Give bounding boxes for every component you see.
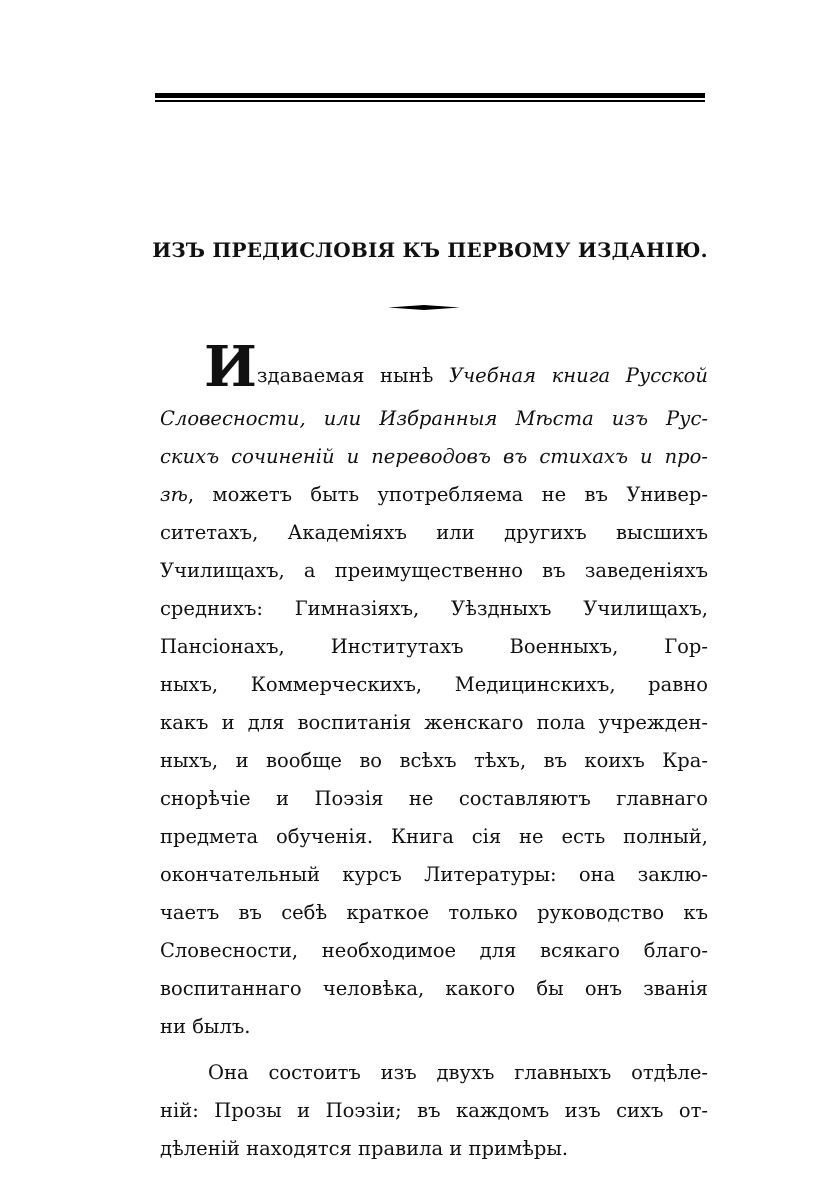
text-line [160, 514, 708, 552]
text-segment: среднихъ: Гимназіяхъ, Уѣздныхъ Училищахъ, [160, 597, 708, 620]
text-line [160, 894, 708, 932]
text-line [160, 590, 708, 628]
text-segment: предмета обученія. Книга сія не есть полный, [160, 825, 708, 848]
text-segment: Пансіонахъ, Институтахъ Военныхъ, Гор- [160, 635, 708, 658]
text-line [160, 970, 708, 1008]
text-line [160, 1008, 708, 1046]
text-segment: Она состоитъ изъ двухъ главныхъ отдѣле- [208, 1061, 708, 1084]
paragraph-1 [160, 334, 708, 1046]
header-double-rule [155, 93, 705, 103]
title-ornament-rule [388, 305, 460, 310]
italic-text-segment: Словесности, или Избранныя Мѣста изъ Рус- [160, 407, 708, 430]
body-text [160, 334, 708, 1168]
italic-text-segment: скихъ сочиненій и переводовъ въ стихахъ и про- [160, 445, 708, 468]
text-segment: снорѣчіе и Поэзія не составляютъ главнаго [160, 787, 708, 810]
section-title: ИЗЪ ПРЕДИСЛОВІЯ КЪ ПЕРВОМУ ИЗДАНІЮ. [152, 238, 708, 262]
header-rule-thick [155, 93, 705, 98]
text-segment: чаетъ въ себѣ краткое только руководство къ [160, 901, 708, 924]
drop-cap: И [204, 334, 257, 400]
text-line [160, 628, 708, 666]
text-line [160, 334, 708, 400]
text-line [160, 1092, 708, 1130]
text-line [160, 1130, 708, 1168]
text-segment: воспитаннаго человѣка, какого бы онъ званія [160, 977, 708, 1000]
text-segment: ній: Прозы и Поэзіи; въ каждомъ изъ сихъ от- [160, 1099, 708, 1122]
text-line [160, 742, 708, 780]
text-line [160, 818, 708, 856]
text-line [160, 780, 708, 818]
italic-text-segment: зѣ [160, 483, 188, 506]
text-line [160, 1054, 708, 1092]
text-segment: дѣленій находятся правила и примѣры. [160, 1137, 569, 1160]
text-segment: ныхъ, Коммерческихъ, Медицинскихъ, равно [160, 673, 708, 696]
text-segment: ситетахъ, Академіяхъ или другихъ высшихъ [160, 521, 708, 544]
text-line [160, 552, 708, 590]
header-rule-thin [155, 100, 705, 102]
text-segment: какъ и для воспитанія женскаго пола учрежден- [160, 711, 708, 734]
text-segment: ни былъ. [160, 1015, 251, 1038]
text-segment: ныхъ, и вообще во всѣхъ тѣхъ, въ коихъ Кра- [160, 749, 708, 772]
text-line [160, 476, 708, 514]
text-segment: здаваемая нынѣ [256, 364, 449, 387]
paragraph-gap [160, 1046, 708, 1054]
text-segment: Словесности, необходимое для всякаго благо- [160, 939, 708, 962]
paragraph-2 [160, 1054, 708, 1168]
text-line [160, 932, 708, 970]
text-segment: , можетъ быть употребляема не въ Универ- [187, 483, 708, 506]
text-line [160, 400, 708, 438]
text-line [160, 856, 708, 894]
text-line [160, 704, 708, 742]
text-line [160, 666, 708, 704]
text-segment: окончательный курсъ Литературы: она заклю- [160, 863, 708, 886]
italic-text-segment: Учебная книга Русской [448, 364, 708, 387]
text-segment: Училищахъ, а преимущественно въ заведеніяхъ [160, 559, 708, 582]
text-line [160, 438, 708, 476]
